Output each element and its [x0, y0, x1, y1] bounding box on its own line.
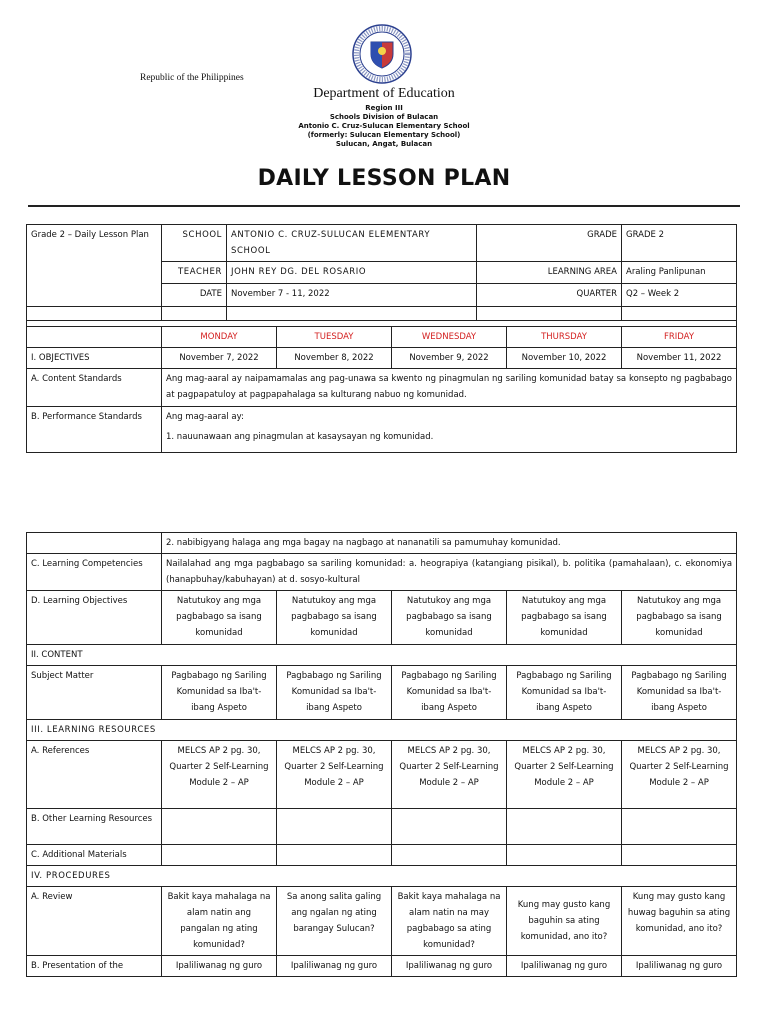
teacher-value: JOHN REY DG. DEL ROSARIO — [227, 262, 477, 284]
quarter-label: QUARTER — [477, 284, 622, 321]
references-friday: MELCS AP 2 pg. 30, Quarter 2 Self-Learning Module 2 – AP — [622, 741, 737, 809]
department-name: Department of Education — [313, 86, 455, 101]
date-label: DATE — [162, 284, 227, 321]
resources-section-label: III. LEARNING RESOURCES — [27, 720, 737, 741]
subject-matter-label: Subject Matter — [27, 666, 162, 720]
performance-item-1: 1. nauunawaan ang pinagmulan at kasaysayan ng komunidad. — [166, 432, 434, 442]
additional-friday — [622, 845, 737, 866]
content-standards-label: A. Content Standards — [27, 369, 162, 407]
presentation-label: B. Presentation of the — [27, 956, 162, 977]
review-friday: Kung may gusto kang huwag baguhin sa ating komunidad, ano ito? — [622, 887, 737, 956]
objective-wednesday: Natutukoy ang mga pagbabago sa isang komunidad — [392, 591, 507, 645]
presentation-monday: Ipaliliwanag ng guro — [162, 956, 277, 977]
references-label: A. References — [27, 741, 162, 809]
date-value: November 7 - 11, 2022 — [227, 284, 477, 321]
date-friday: November 11, 2022 — [622, 348, 737, 369]
objective-tuesday: Natutukoy ang mga pagbabago sa isang komunidad — [277, 591, 392, 645]
references-monday: MELCS AP 2 pg. 30, Quarter 2 Self-Learning Module 2 – AP — [162, 741, 277, 809]
competencies-text: Nailalahad ang mga pagbabago sa sariling komunidad: a. heograpiya (katangiang pisikal), b. politika (pamahalaan), c. ekonomiya (hanapbuhay/kabuhayan) at d. sosyo-kultural — [162, 554, 737, 591]
content-section-label: II. CONTENT — [27, 645, 737, 666]
performance-standards-cell — [162, 407, 737, 453]
quarter-value: Q2 – Week 2 — [622, 284, 737, 321]
empty-label-cell — [27, 533, 162, 554]
grade-value: GRADE 2 — [622, 225, 737, 262]
review-monday: Bakit kaya mahalaga na alam natin ang pangalan ng ating komunidad? — [162, 887, 277, 956]
empty-corner-cell — [27, 327, 162, 348]
former-name-line: (formerly: Sulucan Elementary School) — [307, 131, 461, 139]
other-resources-friday — [622, 809, 737, 845]
address-line: Sulucan, Angat, Bulacan — [335, 140, 433, 148]
division-line: Schools Division of Bulacan — [329, 113, 439, 121]
additional-monday — [162, 845, 277, 866]
teacher-label: TEACHER — [162, 262, 227, 284]
day-friday: FRIDAY — [622, 327, 737, 348]
school-line: Antonio C. Cruz-Sulucan Elementary School — [298, 122, 470, 130]
references-wednesday: MELCS AP 2 pg. 30, Quarter 2 Self-Learning Module 2 – AP — [392, 741, 507, 809]
region-line: Region III — [365, 104, 403, 112]
presentation-thursday: Ipaliliwanag ng guro — [507, 956, 622, 977]
review-tuesday: Sa anong salita galing ang ngalan ng ating barangay Sulucan? — [277, 887, 392, 956]
date-thursday: November 10, 2022 — [507, 348, 622, 369]
subject-friday: Pagbabago ng Sariling Komunidad sa Iba't-ibang Aspeto — [622, 666, 737, 720]
performance-item-2: 2. nabibigyang halaga ang mga bagay na nagbago at nananatili sa pamumuhay komunidad. — [162, 533, 737, 554]
performance-intro: Ang mag-aaral ay: — [166, 412, 244, 422]
page-title: DAILY LESSON PLAN — [257, 166, 511, 191]
objective-monday: Natutukoy ang mga pagbabago sa isang komunidad — [162, 591, 277, 645]
review-wednesday: Bakit kaya mahalaga na alam natin na may pagbabago sa ating komunidad? — [392, 887, 507, 956]
content-standards-text: Ang mag-aaral ay naipamamalas ang pag-unawa sa kwento ng pinagmulan ng sariling komunidad batay sa konsepto ng pagbabago at pagpapatuloy at pagpapahalaga sa kulturang nabuo ng komunidad. — [162, 369, 737, 407]
subject-thursday: Pagbabago ng Sariling Komunidad sa Iba't-ibang Aspeto — [507, 666, 622, 720]
school-label: SCHOOL — [162, 225, 227, 262]
performance-standards-label: B. Performance Standards — [27, 407, 162, 453]
learning-objectives-label: D. Learning Objectives — [27, 591, 162, 645]
learning-area-value: Araling Panlipunan — [622, 262, 737, 284]
presentation-friday: Ipaliliwanag ng guro — [622, 956, 737, 977]
other-resources-thursday — [507, 809, 622, 845]
lesson-plan-days-table — [26, 306, 737, 453]
objective-thursday: Natutukoy ang mga pagbabago sa isang komunidad — [507, 591, 622, 645]
additional-tuesday — [277, 845, 392, 866]
day-monday: MONDAY — [162, 327, 277, 348]
deped-seal-icon — [352, 24, 412, 84]
presentation-tuesday: Ipaliliwanag ng guro — [277, 956, 392, 977]
subject-monday: Pagbabago ng Sariling Komunidad sa Iba't-ibang Aspeto — [162, 666, 277, 720]
blank-spacer-row — [27, 307, 737, 327]
date-tuesday: November 8, 2022 — [277, 348, 392, 369]
school-value: ANTONIO C. CRUZ-SULUCAN ELEMENTARY SCHOOL — [227, 225, 477, 262]
other-resources-wednesday — [392, 809, 507, 845]
other-resources-monday — [162, 809, 277, 845]
additional-thursday — [507, 845, 622, 866]
lesson-plan-table-page2 — [26, 532, 737, 977]
day-tuesday: TUESDAY — [277, 327, 392, 348]
procedures-section-label: IV. PROCEDURES — [27, 866, 737, 887]
grade-label: GRADE — [477, 225, 622, 262]
review-label: A. Review — [27, 887, 162, 956]
learning-area-label: LEARNING AREA — [477, 262, 622, 284]
date-monday: November 7, 2022 — [162, 348, 277, 369]
presentation-wednesday: Ipaliliwanag ng guro — [392, 956, 507, 977]
other-resources-tuesday — [277, 809, 392, 845]
additional-wednesday — [392, 845, 507, 866]
references-tuesday: MELCS AP 2 pg. 30, Quarter 2 Self-Learning Module 2 – AP — [277, 741, 392, 809]
review-thursday: Kung may gusto kang baguhin sa ating komunidad, ano ito? — [507, 887, 622, 956]
republic-text: Republic of the Philippines — [140, 73, 244, 83]
grade-plan-label: Grade 2 – Daily Lesson Plan — [27, 225, 162, 321]
references-thursday: MELCS AP 2 pg. 30, Quarter 2 Self-Learning Module 2 – AP — [507, 741, 622, 809]
title-divider — [28, 205, 740, 207]
competencies-label: C. Learning Competencies — [27, 554, 162, 591]
other-resources-label: B. Other Learning Resources — [27, 809, 162, 845]
day-thursday: THURSDAY — [507, 327, 622, 348]
objectives-label: I. OBJECTIVES — [27, 348, 162, 369]
subject-wednesday: Pagbabago ng Sariling Komunidad sa Iba't-ibang Aspeto — [392, 666, 507, 720]
objective-friday: Natutukoy ang mga pagbabago sa isang komunidad — [622, 591, 737, 645]
additional-materials-label: C. Additional Materials — [27, 845, 162, 866]
subject-tuesday: Pagbabago ng Sariling Komunidad sa Iba't-ibang Aspeto — [277, 666, 392, 720]
date-wednesday: November 9, 2022 — [392, 348, 507, 369]
day-wednesday: WEDNESDAY — [392, 327, 507, 348]
